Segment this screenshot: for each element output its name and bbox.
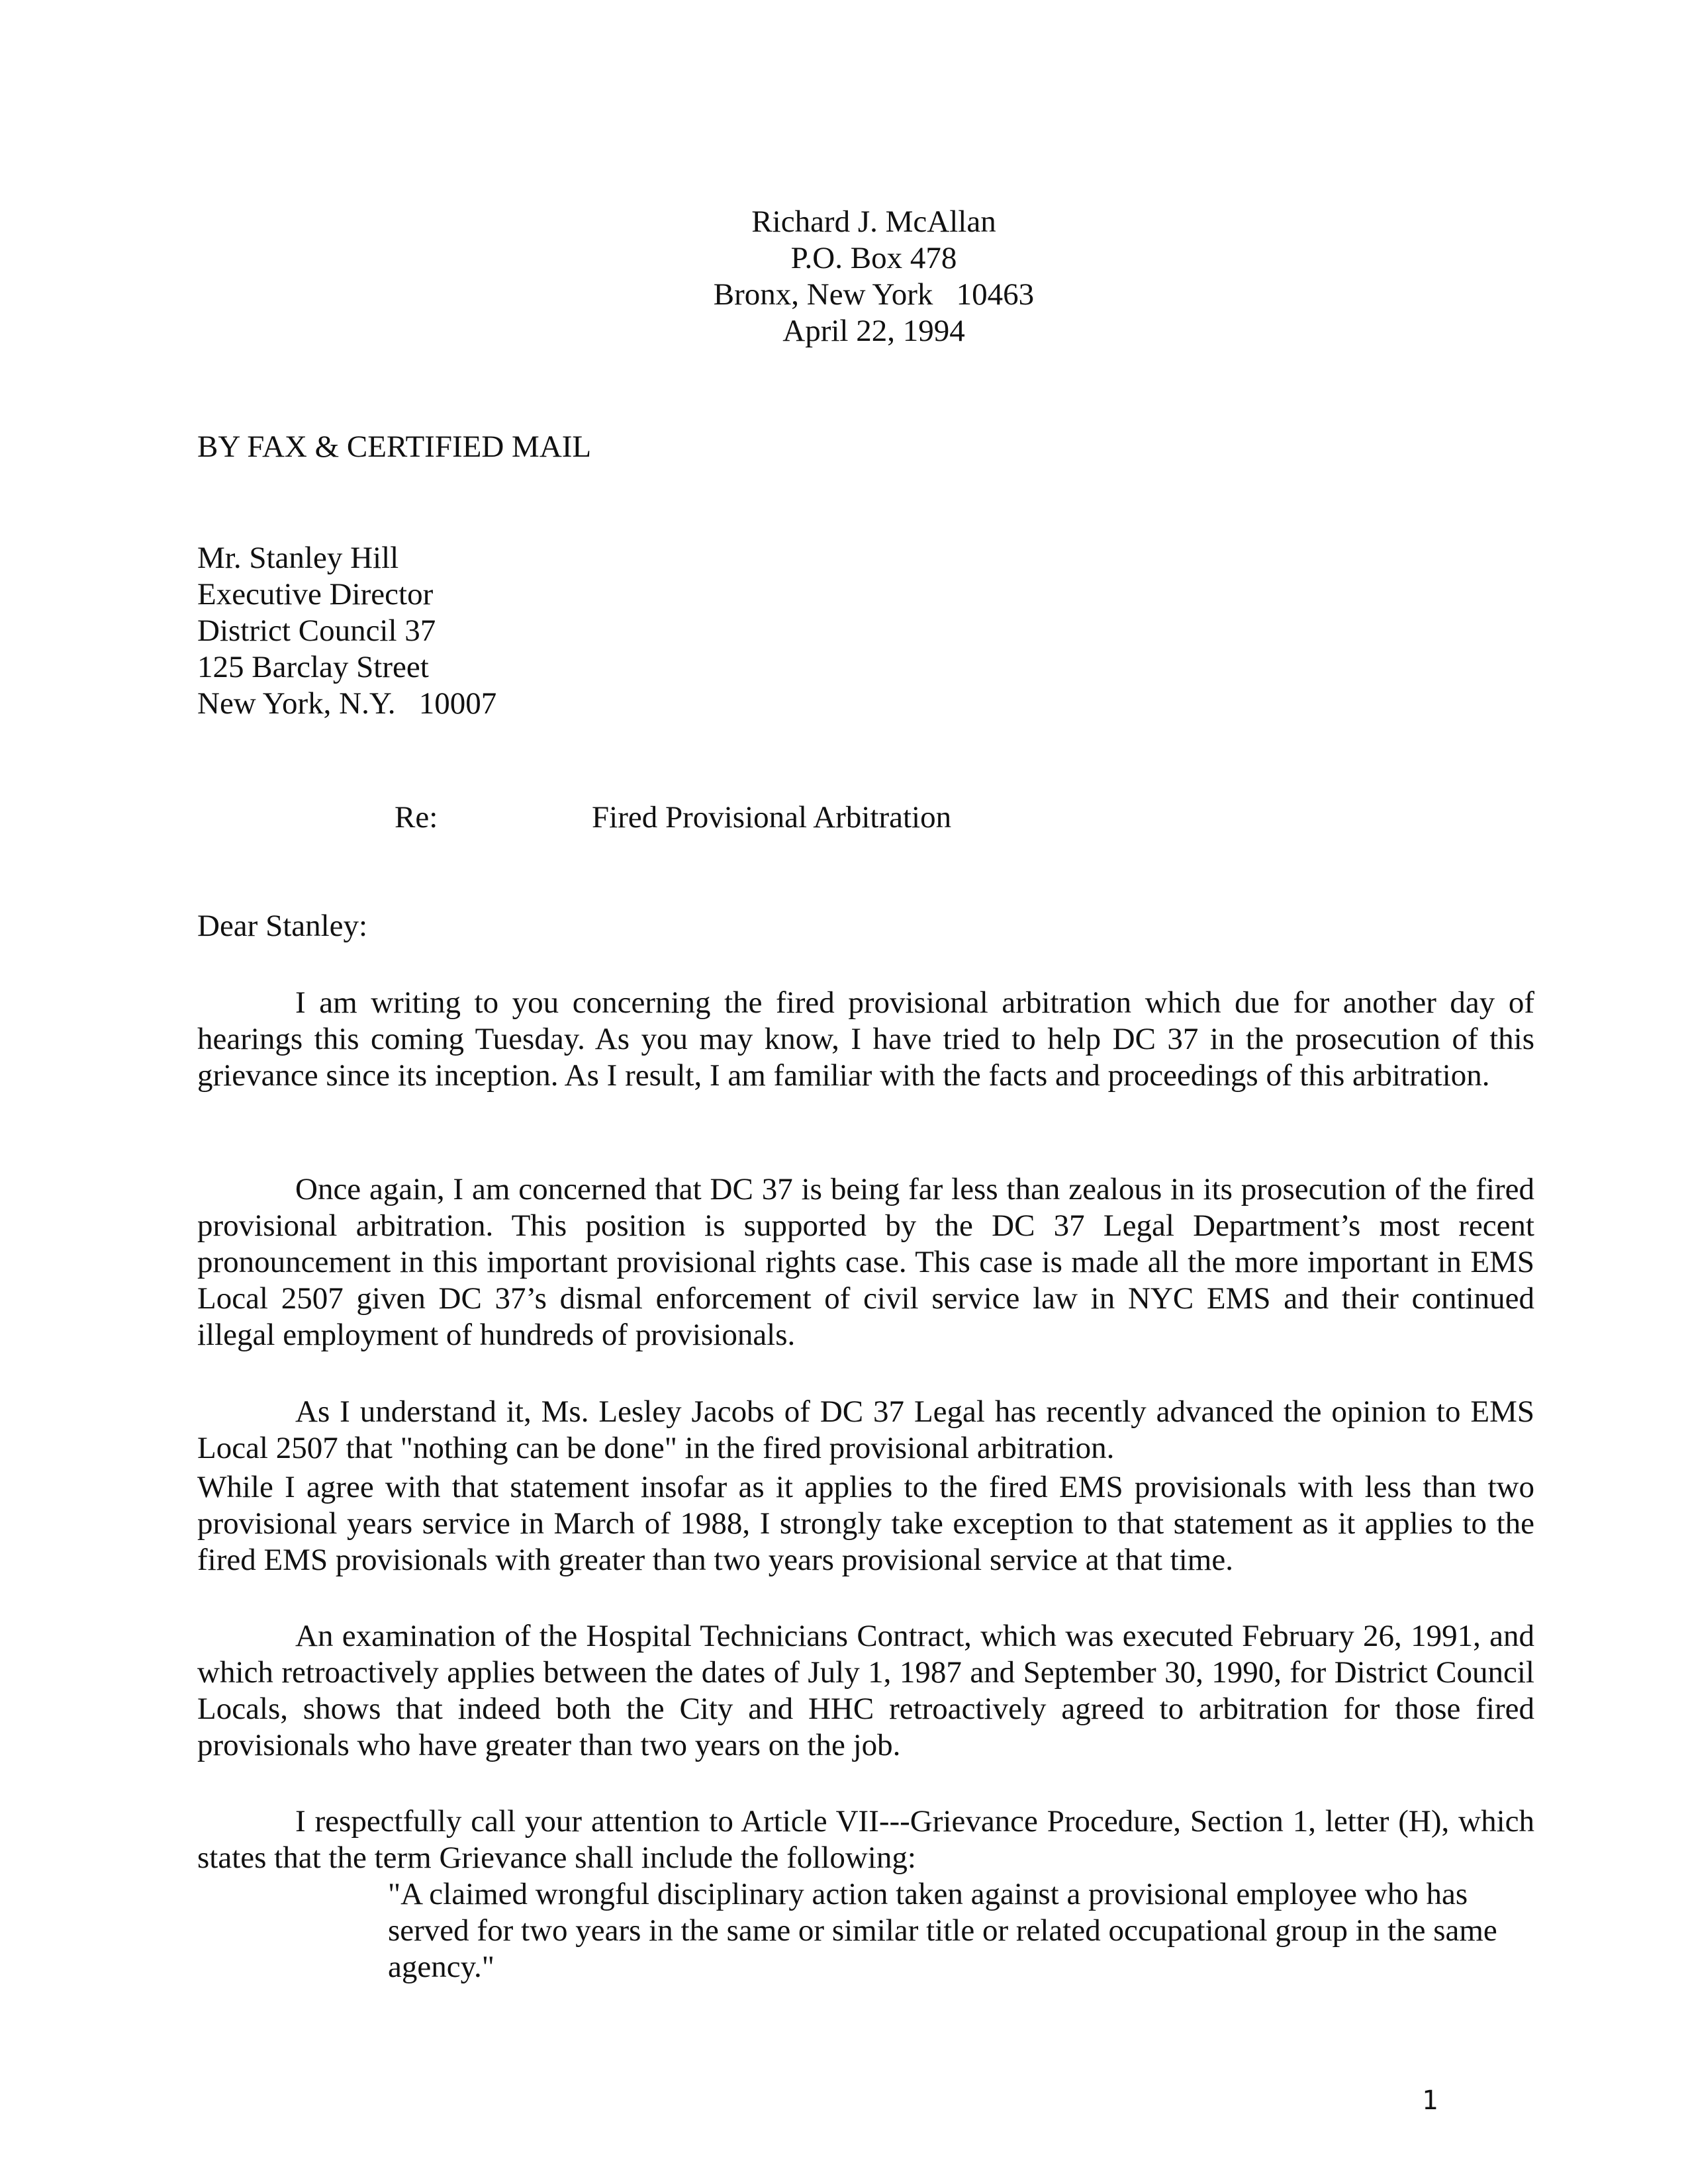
- sender-city-line: Bronx, New York 10463: [713, 277, 1035, 312]
- recipient-city-line: New York, N.Y. 10007: [197, 686, 497, 721]
- letter-date: April 22, 1994: [782, 314, 965, 348]
- delivery-method: BY FAX & CERTIFIED MAIL: [197, 430, 592, 464]
- re-subject: Fired Provisional Arbitration: [592, 800, 952, 835]
- body-paragraph-1: I am writing to you concerning the fired provisional arbitration which due for another day of hearings this coming Tuesday. As you may know, I have tried to help DC 37 in the prosecution of this grievance since its inception. As I result, I am familiar with the facts and proceedings of this arbitration.: [197, 985, 1534, 1093]
- sender-block: [655, 204, 1092, 349]
- recipient-name: Mr. Stanley Hill: [197, 541, 399, 575]
- page-number: 1: [1422, 2085, 1438, 2116]
- sender-po-box: P.O. Box 478: [790, 241, 957, 275]
- salutation: Dear Stanley:: [197, 909, 368, 943]
- body-paragraph-4: While I agree with that statement insofar as it applies to the fired EMS provisionals with less than two provisional years service in March of 1988, I strongly take exception to that statement as it applies to the fired EMS provisionals with greater than two years provisional service at that time.: [197, 1470, 1534, 1577]
- body-paragraph-6: I respectfully call your attention to Article VII---Grievance Procedure, Section 1, letter (H), which states that the term Grievance shall include the following:: [197, 1804, 1534, 1875]
- contract-quote: "A claimed wrongful disciplinary action taken against a provisional employee who has served for two years in the same or similar title or related occupational group in the same agency.": [388, 1877, 1497, 1984]
- recipient-block: [197, 540, 496, 722]
- recipient-street: 125 Barclay Street: [197, 650, 429, 684]
- body-paragraph-2: Once again, I am concerned that DC 37 is being far less than zealous in its prosecution of the fired provisional arbitration. This position is supported by the DC 37 Legal Department’s most recent pronouncement in this important provisional rights case. This case is made all the more important in EMS Local 2507 given DC 37’s dismal enforcement of civil service law in NYC EMS and their continued illegal employment of hundreds of provisionals.: [197, 1172, 1534, 1352]
- body-paragraph-3: As I understand it, Ms. Lesley Jacobs of DC 37 Legal has recently advanced the opinion to EMS Local 2507 that "nothing can be done" in the fired provisional arbitration.: [197, 1394, 1534, 1465]
- recipient-organization: District Council 37: [197, 614, 436, 648]
- re-label: Re:: [395, 800, 438, 835]
- recipient-title: Executive Director: [197, 577, 434, 612]
- body-paragraph-5: An examination of the Hospital Technicians Contract, which was executed February 26, 1991, and which retroactively applies between the dates of July 1, 1987 and September 30, 1990, for District Council Locals, shows that indeed both the City and HHC retroactively agreed to arbitration for those fired provisionals who have greater than two years on the job.: [197, 1619, 1534, 1762]
- sender-name: Richard J. McAllan: [751, 205, 996, 239]
